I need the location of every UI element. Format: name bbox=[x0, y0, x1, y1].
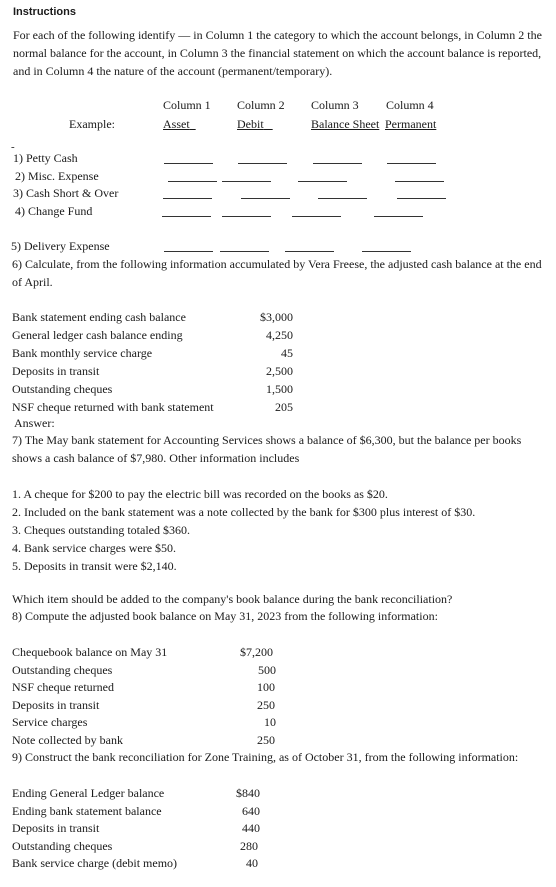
row-value: 45 bbox=[281, 346, 293, 360]
question-6-prompt bbox=[12, 255, 556, 291]
answer-label: Answer: bbox=[14, 416, 55, 430]
answer-blank[interactable] bbox=[238, 163, 287, 164]
column-2-header: Column 2 bbox=[237, 98, 285, 112]
row-label: NSF cheque returned with bank statement bbox=[12, 400, 214, 414]
data-row bbox=[12, 326, 295, 344]
answer-blank[interactable] bbox=[222, 216, 271, 217]
answer-blank[interactable] bbox=[164, 251, 213, 252]
intro-paragraph bbox=[13, 26, 556, 80]
row-label: Bank statement ending cash balance bbox=[12, 310, 186, 324]
row-value: 280 bbox=[240, 838, 258, 853]
answer-blank[interactable] bbox=[374, 216, 423, 217]
item-petty-cash: 1) Petty Cash bbox=[13, 151, 78, 165]
row-label: Deposits in transit bbox=[12, 364, 100, 378]
question-7-question: Which item should be added to the company's book balance during the bank reconciliation? bbox=[12, 592, 453, 606]
data-row bbox=[12, 819, 260, 837]
row-label: Service charges bbox=[12, 715, 88, 729]
column-4-header: Column 4 bbox=[386, 98, 434, 112]
question-7-points bbox=[12, 485, 475, 575]
item-cash-short-over: 3) Cash Short & Over bbox=[13, 186, 119, 200]
row-value: $840 bbox=[236, 786, 260, 800]
question-8-title: 8) Compute the adjusted book balance on May 31, 2023 from the following information: bbox=[12, 609, 438, 623]
row-label: General ledger cash balance ending bbox=[12, 328, 183, 342]
row-value: 440 bbox=[242, 821, 260, 835]
answer-blank[interactable] bbox=[241, 198, 290, 199]
list-item: 5. Deposits in transit were $2,140. bbox=[12, 559, 177, 573]
answer-blank[interactable] bbox=[164, 163, 213, 164]
answer-blank[interactable] bbox=[168, 181, 217, 182]
data-row bbox=[12, 661, 275, 679]
row-label: Bank monthly service charge bbox=[12, 346, 153, 360]
row-label: Chequebook balance on May 31 bbox=[12, 645, 168, 659]
answer-blank[interactable] bbox=[395, 181, 444, 182]
item-change-fund: 4) Change Fund bbox=[15, 204, 93, 218]
row-label: Note collected by bank bbox=[12, 732, 123, 747]
item-delivery-expense: 5) Delivery Expense bbox=[11, 239, 110, 253]
answer-blank[interactable] bbox=[220, 251, 269, 252]
example-answer-col2: Debit bbox=[237, 117, 264, 131]
row-value: 640 bbox=[242, 803, 260, 818]
question-6-line: 6) Calculate, from the following information accumulated by Vera Freese, the adjusted cash balance at the end bbox=[12, 257, 542, 271]
intro-line: For each of the following identify — in Column 1 the category to which the account belongs, in Column 2 the bbox=[13, 28, 542, 42]
answer-blank[interactable] bbox=[318, 198, 367, 199]
answer-blank[interactable] bbox=[285, 251, 334, 252]
intro-line: normal balance for the account, in Column 3 the financial statement on which the account balance is reported, bbox=[13, 46, 542, 60]
data-row bbox=[12, 344, 295, 362]
row-value: $7,200 bbox=[240, 645, 273, 659]
row-value: 4,250 bbox=[266, 328, 293, 342]
question-8-data-table bbox=[12, 643, 275, 748]
answer-blank[interactable] bbox=[313, 163, 362, 164]
data-row bbox=[12, 308, 295, 326]
row-value: 100 bbox=[257, 680, 275, 694]
example-answer-col1: Asset bbox=[163, 117, 190, 131]
question-6-line: of April. bbox=[12, 275, 53, 289]
data-row bbox=[12, 854, 260, 872]
question-7-line: 7) The May bank statement for Accounting Services shows a balance of $6,300, but the balance per books bbox=[12, 433, 522, 447]
example-answer-col4: Permanent bbox=[385, 117, 437, 131]
question-6-data-table bbox=[12, 308, 295, 416]
row-label: Ending bank statement balance bbox=[12, 803, 162, 818]
row-value: 205 bbox=[275, 400, 293, 414]
row-value: 10 bbox=[264, 715, 276, 729]
intro-line: and in Column 4 the nature of the account (permanent/temporary). bbox=[13, 64, 333, 78]
row-value: 1,500 bbox=[266, 382, 293, 396]
row-label: NSF cheque returned bbox=[12, 680, 114, 694]
row-label: Deposits in transit bbox=[12, 821, 100, 835]
data-row bbox=[12, 802, 260, 820]
list-item: 2. Included on the bank statement was a note collected by the bank for $300 plus interest of $30. bbox=[12, 505, 476, 519]
row-value: 500 bbox=[258, 662, 276, 677]
column-1-header: Column 1 bbox=[163, 98, 211, 112]
answer-blank[interactable] bbox=[298, 181, 347, 182]
question-7-line: shows a cash balance of $7,980. Other information includes bbox=[12, 451, 300, 465]
data-row bbox=[12, 696, 275, 714]
column-3-header: Column 3 bbox=[311, 98, 359, 112]
answer-blank[interactable] bbox=[162, 216, 211, 217]
row-value: 250 bbox=[257, 697, 275, 712]
list-item: 1. A cheque for $200 to pay the electric bill was recorded on the books as $20. bbox=[12, 487, 388, 501]
data-row bbox=[12, 362, 295, 380]
data-row bbox=[12, 713, 275, 731]
answer-blank[interactable] bbox=[222, 181, 271, 182]
answer-blank[interactable] bbox=[163, 198, 212, 199]
row-label: Deposits in transit bbox=[12, 697, 100, 712]
row-value: $3,000 bbox=[260, 310, 293, 324]
data-row bbox=[12, 678, 275, 696]
list-item: 3. Cheques outstanding totaled $360. bbox=[12, 523, 190, 537]
data-row bbox=[12, 784, 260, 802]
answer-blank[interactable] bbox=[362, 251, 411, 252]
list-item: 4. Bank service charges were $50. bbox=[12, 541, 177, 555]
item-misc-expense: 2) Misc. Expense bbox=[15, 169, 99, 183]
question-9-data-table bbox=[12, 784, 260, 872]
list-marker: - bbox=[11, 141, 15, 153]
row-label: Outstanding cheques bbox=[12, 662, 113, 677]
row-label: Ending General Ledger balance bbox=[12, 786, 165, 800]
answer-blank[interactable] bbox=[292, 216, 341, 217]
answer-blank[interactable] bbox=[397, 198, 446, 199]
answer-blank[interactable] bbox=[387, 163, 436, 164]
row-value: 2,500 bbox=[266, 364, 293, 378]
example-answer-col3: Balance Sheet bbox=[311, 117, 380, 131]
instructions-heading: Instructions bbox=[13, 6, 76, 18]
row-label: Bank service charge (debit memo) bbox=[12, 856, 178, 870]
row-value: 40 bbox=[246, 856, 258, 870]
data-row bbox=[12, 643, 275, 661]
row-value: 250 bbox=[257, 732, 275, 747]
example-label: Example: bbox=[69, 117, 115, 131]
data-row bbox=[12, 380, 295, 398]
question-9-title: 9) Construct the bank reconciliation for Zone Training, as of October 31, from the following information: bbox=[12, 750, 519, 764]
row-label: Outstanding cheques bbox=[12, 838, 113, 853]
question-7-prompt bbox=[12, 431, 521, 467]
data-row bbox=[12, 837, 260, 855]
row-label: Outstanding cheques bbox=[12, 382, 113, 396]
data-row bbox=[12, 731, 275, 749]
